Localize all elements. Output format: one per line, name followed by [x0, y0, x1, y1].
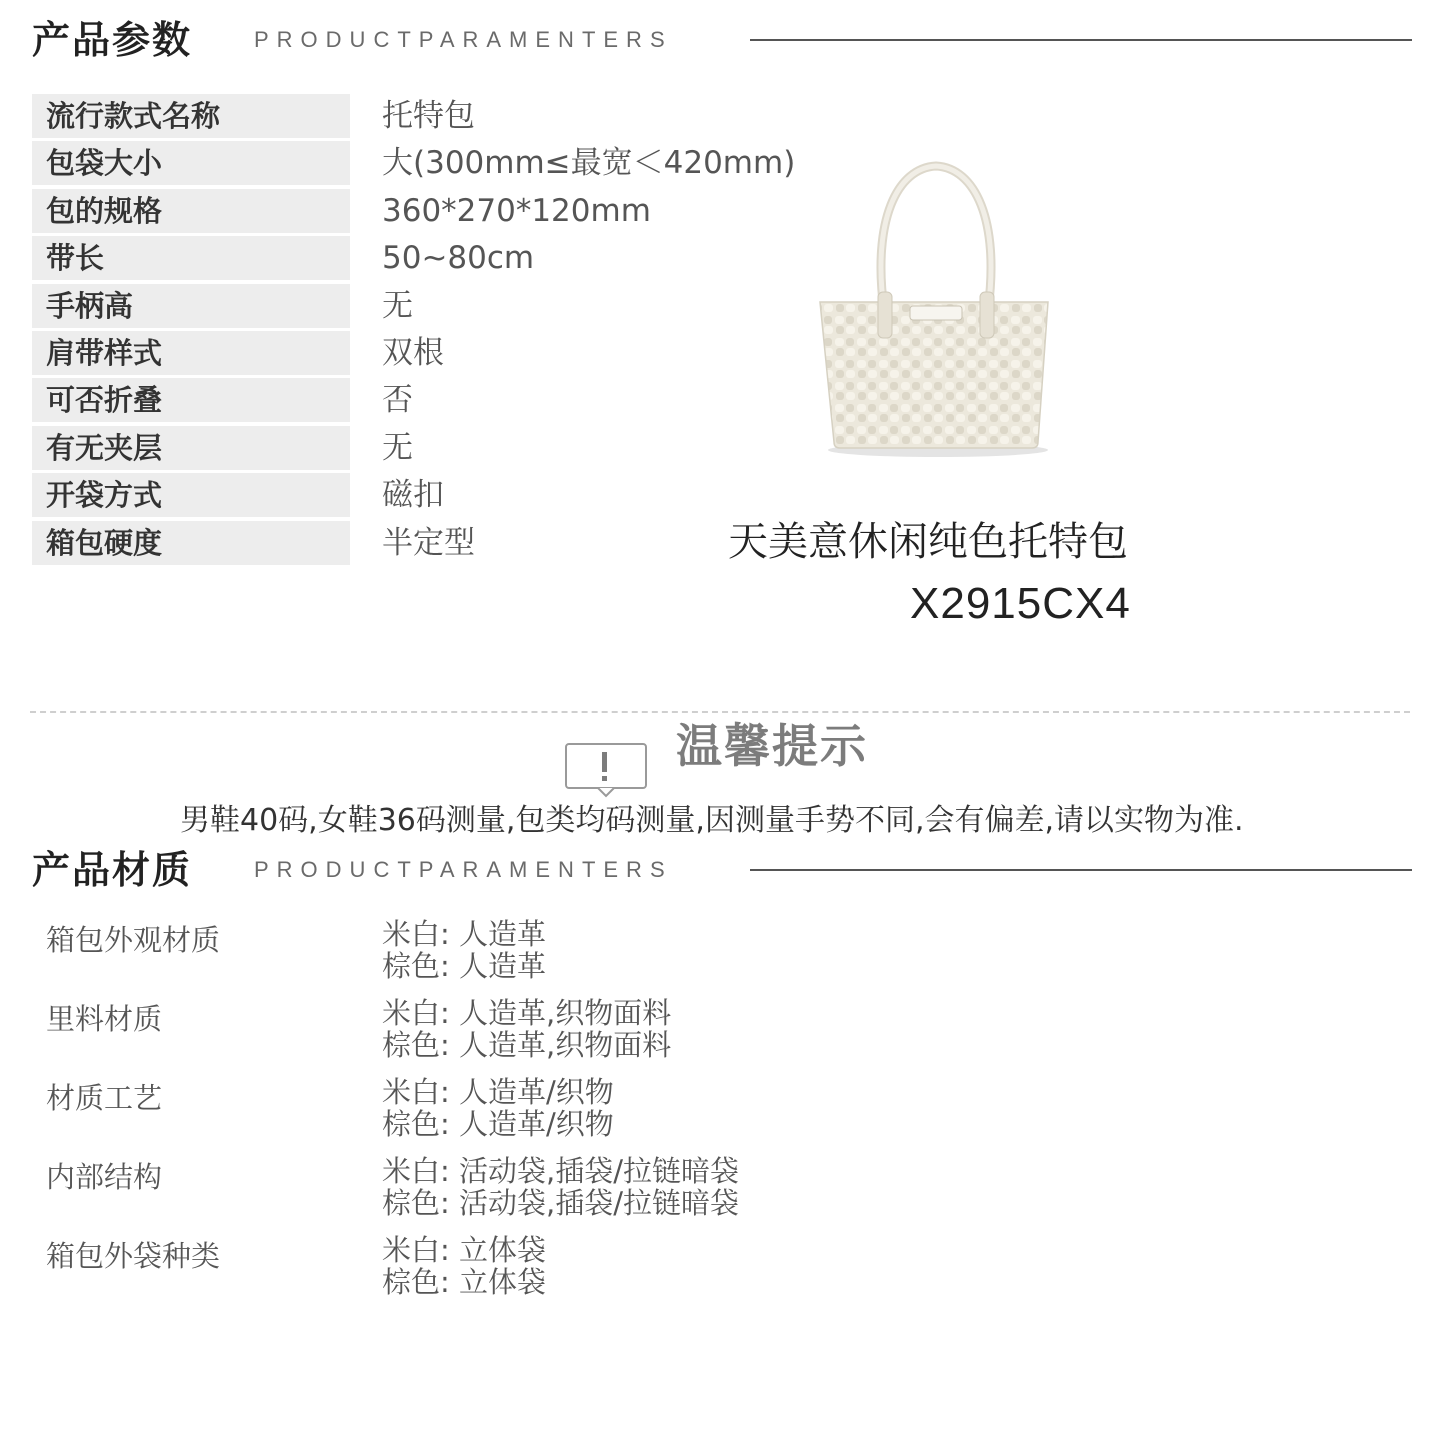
- param-value: 托特包: [382, 98, 475, 134]
- warning-speech-bubble-icon: [564, 742, 648, 798]
- material-values: [382, 1155, 739, 1219]
- param-row: [32, 521, 552, 568]
- param-label: 流行款式名称: [32, 94, 350, 138]
- param-value: 无: [382, 429, 413, 466]
- materials-table: [32, 918, 1032, 1313]
- param-value: 双根: [382, 334, 444, 371]
- section-divider: [750, 39, 1412, 41]
- param-label: 有无夹层: [32, 426, 350, 470]
- tip-title: 温馨提示: [676, 719, 868, 773]
- material-value-line: 棕色: 立体袋: [382, 1265, 546, 1299]
- param-value: 无: [382, 287, 413, 324]
- tip-text: 男鞋40码,女鞋36码测量,包类均码测量,因测量手势不同,会有偏差,请以实物为准.: [180, 803, 1244, 838]
- param-label: 肩带样式: [32, 331, 350, 375]
- materials-section-subtitle: PRODUCTPARAMENTERS: [254, 857, 673, 882]
- material-label: 材质工艺: [46, 1081, 163, 1115]
- param-row: [32, 189, 651, 236]
- param-row: [32, 331, 552, 378]
- param-row: [32, 473, 552, 520]
- material-values: [382, 1234, 546, 1298]
- material-value-line: 棕色: 人造革,织物面料: [382, 1028, 672, 1062]
- dashed-divider: [30, 711, 1410, 713]
- param-label: 可否折叠: [32, 378, 350, 422]
- materials-section-header: [32, 840, 1412, 900]
- material-values: [382, 1076, 614, 1140]
- product-code: X2915CX4: [910, 579, 1131, 628]
- param-value: 50~80cm: [382, 240, 535, 277]
- param-label: 包袋大小: [32, 141, 350, 185]
- material-value-line: 米白: 人造革/织物: [382, 1075, 614, 1109]
- section-divider: [750, 869, 1412, 871]
- product-name: 天美意休闲纯色托特包: [728, 519, 1128, 565]
- material-values: [382, 997, 671, 1061]
- param-row: [32, 94, 552, 141]
- tote-bag-image: [812, 160, 1060, 460]
- material-label: 内部结构: [46, 1160, 163, 1194]
- param-row: [32, 141, 796, 188]
- param-label: 开袋方式: [32, 473, 350, 517]
- param-label: 箱包硬度: [32, 521, 350, 565]
- material-value-line: 棕色: 活动袋,插袋/拉链暗袋: [382, 1186, 739, 1220]
- material-value-line: 米白: 活动袋,插袋/拉链暗袋: [382, 1154, 739, 1188]
- material-label: 里料材质: [46, 1002, 163, 1036]
- params-section-header: [32, 10, 1412, 70]
- material-value-line: 棕色: 人造革/织物: [382, 1107, 614, 1141]
- params-section-title: 产品参数: [32, 18, 193, 62]
- param-row: [32, 378, 552, 425]
- param-value: 磁扣: [382, 477, 444, 514]
- materials-section-title: 产品材质: [32, 848, 193, 892]
- param-label: 包的规格: [32, 189, 350, 233]
- param-row: [32, 236, 552, 283]
- material-row: [32, 918, 1032, 997]
- material-value-line: 米白: 人造革: [382, 917, 546, 951]
- material-value-line: 棕色: 人造革: [382, 949, 546, 983]
- param-value: 否: [382, 382, 413, 419]
- params-section-subtitle: PRODUCTPARAMENTERS: [254, 27, 673, 52]
- param-label: 手柄高: [32, 284, 350, 328]
- material-label: 箱包外袋种类: [46, 1239, 221, 1273]
- params-table: [32, 94, 796, 568]
- material-label: 箱包外观材质: [46, 923, 221, 957]
- param-value: 大(300mm≤最宽＜420mm): [382, 145, 796, 182]
- material-row: [32, 1076, 1032, 1155]
- param-row: [32, 426, 552, 473]
- material-row: [32, 1234, 1032, 1313]
- param-label: 带长: [32, 236, 350, 280]
- material-row: [32, 997, 1032, 1076]
- material-row: [32, 1155, 1032, 1234]
- material-value-line: 米白: 立体袋: [382, 1233, 546, 1267]
- param-value: 半定型: [382, 524, 475, 561]
- param-row: [32, 284, 552, 331]
- param-value: 360*270*120mm: [382, 192, 651, 229]
- material-value-line: 米白: 人造革,织物面料: [382, 996, 672, 1030]
- material-values: [382, 918, 546, 982]
